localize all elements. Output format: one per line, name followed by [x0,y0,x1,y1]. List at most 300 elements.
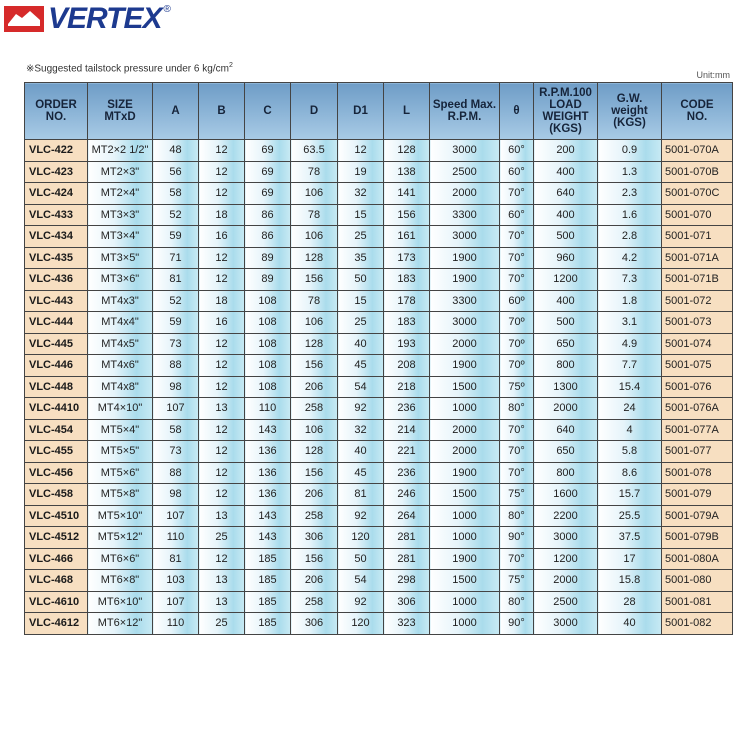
table-cell: 25 [199,613,245,635]
column-header: θ [500,83,534,140]
table-cell: 70º [500,333,534,355]
table-cell: 221 [384,441,430,463]
table-cell: 400 [534,161,598,183]
table-cell: 2000 [430,333,500,355]
table-cell: 143 [245,419,291,441]
table-cell: 80° [500,505,534,527]
column-header: D1 [338,83,384,140]
table-cell: 3000 [534,613,598,635]
table-cell: 136 [245,462,291,484]
table-cell: 2000 [534,570,598,592]
table-cell: 108 [245,333,291,355]
table-row [25,484,733,506]
order-no-cell: VLC-424 [25,183,88,205]
table-cell: 25.5 [598,505,662,527]
table-cell: 88 [153,355,199,377]
table-cell: 185 [245,613,291,635]
order-no-cell: VLC-443 [25,290,88,312]
table-cell: 60º [500,290,534,312]
table-cell: 640 [534,183,598,205]
table-cell: 1900 [430,269,500,291]
table-cell: 206 [291,570,338,592]
table-cell: 306 [291,527,338,549]
table-cell: 60° [500,204,534,226]
table-cell: 12 [199,441,245,463]
order-no-cell: VLC-448 [25,376,88,398]
table-row [25,140,733,162]
table-cell: 2000 [430,183,500,205]
table-cell: 35 [338,247,384,269]
table-cell: 185 [245,591,291,613]
table-row [25,333,733,355]
table-cell: MT4x6" [88,355,153,377]
table-cell: 12 [199,548,245,570]
table-cell: 108 [245,376,291,398]
column-header: R.P.M.100 LOAD WEIGHT (KGS) [534,83,598,140]
table-row [25,505,733,527]
unit-label: Unit:mm [696,70,730,80]
table-cell: 306 [291,613,338,635]
table-cell: 1.8 [598,290,662,312]
table-cell: 1000 [430,527,500,549]
table-cell: 92 [338,398,384,420]
table-cell: 15 [338,290,384,312]
table-cell: 183 [384,312,430,334]
table-cell: 45 [338,355,384,377]
table-cell: 2.8 [598,226,662,248]
table-cell: 48 [153,140,199,162]
table-cell: 107 [153,591,199,613]
order-no-cell: VLC-4512 [25,527,88,549]
brand-name: VERTEX [48,2,162,35]
table-cell: 52 [153,290,199,312]
table-cell: 88 [153,462,199,484]
order-no-cell: VLC-456 [25,462,88,484]
table-cell: 45 [338,462,384,484]
table-cell: 298 [384,570,430,592]
table-cell: 1200 [534,269,598,291]
code-no-cell: 5001-075 [662,355,733,377]
code-no-cell: 5001-070C [662,183,733,205]
table-cell: 1200 [534,548,598,570]
table-cell: 70° [500,183,534,205]
table-cell: 25 [199,527,245,549]
column-header: A [153,83,199,140]
table-cell: MT5×6" [88,462,153,484]
code-no-cell: 5001-070A [662,140,733,162]
table-row [25,269,733,291]
table-cell: 52 [153,204,199,226]
table-cell: 70° [500,226,534,248]
table-cell: 70° [500,548,534,570]
order-no-cell: VLC-468 [25,570,88,592]
table-cell: 650 [534,333,598,355]
table-cell: 120 [338,613,384,635]
table-cell: 12 [199,376,245,398]
order-no-cell: VLC-445 [25,333,88,355]
table-cell: 3000 [430,140,500,162]
table-row [25,183,733,205]
table-cell: 960 [534,247,598,269]
table-cell: 246 [384,484,430,506]
table-cell: 80° [500,591,534,613]
table-cell: 40 [338,441,384,463]
table-row [25,290,733,312]
table-cell: 200 [534,140,598,162]
table-cell: 1900 [430,548,500,570]
table-cell: 12 [199,462,245,484]
table-cell: 12 [199,161,245,183]
table-cell: 75° [500,484,534,506]
table-cell: 12 [199,419,245,441]
code-no-cell: 5001-070B [662,161,733,183]
table-cell: 183 [384,269,430,291]
table-cell: 19 [338,161,384,183]
order-no-cell: VLC-4510 [25,505,88,527]
table-body [25,140,733,635]
code-no-cell: 5001-079B [662,527,733,549]
table-cell: 98 [153,484,199,506]
table-cell: 32 [338,183,384,205]
table-cell: 81 [338,484,384,506]
table-cell: 12 [199,247,245,269]
code-no-cell: 5001-079 [662,484,733,506]
table-cell: 156 [291,269,338,291]
table-cell: 108 [245,355,291,377]
table-cell: 1300 [534,376,598,398]
table-cell: 70° [500,419,534,441]
table-cell: MT2×4" [88,183,153,205]
code-no-cell: 5001-071B [662,269,733,291]
table-cell: 128 [291,441,338,463]
table-cell: MT6×6" [88,548,153,570]
table-cell: 59 [153,226,199,248]
table-cell: 90° [500,613,534,635]
table-cell: 208 [384,355,430,377]
table-cell: 98 [153,376,199,398]
table-cell: 5.8 [598,441,662,463]
table-cell: 800 [534,355,598,377]
column-header: C [245,83,291,140]
table-cell: MT6×12" [88,613,153,635]
table-cell: 60° [500,161,534,183]
order-no-cell: VLC-435 [25,247,88,269]
code-no-cell: 5001-076 [662,376,733,398]
code-no-cell: 5001-080A [662,548,733,570]
table-cell: 89 [245,269,291,291]
table-cell: 25 [338,226,384,248]
table-cell: 258 [291,591,338,613]
table-cell: 156 [291,548,338,570]
order-no-cell: VLC-4610 [25,591,88,613]
table-cell: 50 [338,548,384,570]
table-cell: 73 [153,333,199,355]
order-no-cell: VLC-444 [25,312,88,334]
code-no-cell: 5001-077A [662,419,733,441]
table-cell: 13 [199,398,245,420]
table-cell: 92 [338,505,384,527]
table-cell: 25 [338,312,384,334]
table-cell: 70° [500,269,534,291]
table-cell: 108 [245,290,291,312]
table-cell: 1000 [430,398,500,420]
column-header: ORDER NO. [25,83,88,140]
order-no-cell: VLC-455 [25,441,88,463]
order-no-cell: VLC-4410 [25,398,88,420]
code-no-cell: 5001-078 [662,462,733,484]
table-cell: 106 [291,183,338,205]
order-no-cell: VLC-433 [25,204,88,226]
table-cell: MT3×3" [88,204,153,226]
code-no-cell: 5001-077 [662,441,733,463]
table-cell: 0.9 [598,140,662,162]
code-no-cell: 5001-072 [662,290,733,312]
table-cell: 143 [245,527,291,549]
table-row [25,570,733,592]
table-cell: 56 [153,161,199,183]
table-cell: 4.9 [598,333,662,355]
table-cell: 281 [384,548,430,570]
table-cell: 1500 [430,570,500,592]
order-no-cell: VLC-466 [25,548,88,570]
table-row [25,527,733,549]
table-cell: 2500 [534,591,598,613]
brand-logo [4,4,171,34]
table-cell: 214 [384,419,430,441]
table-cell: 323 [384,613,430,635]
table-cell: 75º [500,376,534,398]
table-cell: 78 [291,290,338,312]
table-row [25,548,733,570]
code-no-cell: 5001-073 [662,312,733,334]
table-cell: 500 [534,226,598,248]
table-cell: MT6×8" [88,570,153,592]
table-cell: 69 [245,183,291,205]
table-cell: 58 [153,419,199,441]
column-header: SIZE MTxD [88,83,153,140]
order-no-cell: VLC-434 [25,226,88,248]
table-cell: 3300 [430,290,500,312]
table-cell: 13 [199,505,245,527]
table-cell: 2500 [430,161,500,183]
table-cell: 78 [291,204,338,226]
table-row [25,247,733,269]
table-cell: 63.5 [291,140,338,162]
table-cell: 18 [199,204,245,226]
table-row [25,376,733,398]
table-cell: 15.7 [598,484,662,506]
table-row [25,419,733,441]
table-cell: 178 [384,290,430,312]
table-cell: 54 [338,376,384,398]
table-cell: 640 [534,419,598,441]
spec-table [24,82,733,635]
table-cell: MT5×8" [88,484,153,506]
table-cell: 1500 [430,484,500,506]
column-header: L [384,83,430,140]
table-row [25,226,733,248]
order-no-cell: VLC-446 [25,355,88,377]
table-row [25,312,733,334]
table-cell: 206 [291,376,338,398]
code-no-cell: 5001-079A [662,505,733,527]
table-cell: 185 [245,570,291,592]
table-cell: 17 [598,548,662,570]
table-cell: 103 [153,570,199,592]
table-cell: 13 [199,591,245,613]
table-cell: 70° [500,441,534,463]
brand-registered-mark: ® [163,3,171,15]
table-cell: 54 [338,570,384,592]
table-cell: 4 [598,419,662,441]
table-cell: 193 [384,333,430,355]
code-no-cell: 5001-080 [662,570,733,592]
table-cell: MT2×2 1/2" [88,140,153,162]
table-cell: 32 [338,419,384,441]
table-cell: 258 [291,505,338,527]
table-cell: 78 [291,161,338,183]
table-cell: 15 [338,204,384,226]
table-header-row [25,83,733,140]
table-cell: 236 [384,462,430,484]
order-no-cell: VLC-4612 [25,613,88,635]
table-cell: 12 [199,269,245,291]
table-cell: 173 [384,247,430,269]
table-cell: MT5×5" [88,441,153,463]
table-cell: 1.6 [598,204,662,226]
table-row [25,591,733,613]
table-cell: 7.3 [598,269,662,291]
table-cell: 141 [384,183,430,205]
table-cell: 156 [384,204,430,226]
table-cell: 92 [338,591,384,613]
tailstock-pressure-note: ※Suggested tailstock pressure under 6 $kg/cm^2$ [26,62,233,75]
table-cell: 136 [245,441,291,463]
column-header: D [291,83,338,140]
table-cell: 206 [291,484,338,506]
table-cell: 70º [500,312,534,334]
table-cell: 81 [153,269,199,291]
table-cell: 13 [199,570,245,592]
table-cell: 400 [534,204,598,226]
table-cell: 120 [338,527,384,549]
table-cell: 128 [384,140,430,162]
table-row [25,355,733,377]
table-cell: 8.6 [598,462,662,484]
table-cell: 59 [153,312,199,334]
table-cell: 138 [384,161,430,183]
table-cell: 50 [338,269,384,291]
table-cell: 106 [291,226,338,248]
column-header: Speed Max. R.P.M. [430,83,500,140]
table-cell: 15.8 [598,570,662,592]
table-cell: 128 [291,333,338,355]
table-cell: 69 [245,161,291,183]
table-cell: 400 [534,290,598,312]
code-no-cell: 5001-071 [662,226,733,248]
table-cell: 258 [291,398,338,420]
table-cell: 1900 [430,355,500,377]
table-cell: 12 [199,183,245,205]
table-cell: 18 [199,290,245,312]
table-cell: 1000 [430,613,500,635]
table-cell: 1500 [430,376,500,398]
table-cell: 281 [384,527,430,549]
table-cell: 2000 [534,398,598,420]
table-cell: 156 [291,462,338,484]
table-cell: 218 [384,376,430,398]
table-cell: 306 [384,591,430,613]
code-no-cell: 5001-081 [662,591,733,613]
table-cell: 1000 [430,591,500,613]
column-header: B [199,83,245,140]
table-row [25,441,733,463]
column-header: CODE NO. [662,83,733,140]
table-cell: 7.7 [598,355,662,377]
table-cell: 2000 [430,441,500,463]
table-cell: 800 [534,462,598,484]
table-cell: 70º [500,355,534,377]
table-cell: 15.4 [598,376,662,398]
table-cell: MT3×4" [88,226,153,248]
table-cell: 70° [500,247,534,269]
table-cell: 12 [199,140,245,162]
table-cell: 37.5 [598,527,662,549]
table-cell: MT3×5" [88,247,153,269]
table-cell: 1600 [534,484,598,506]
table-cell: 40 [338,333,384,355]
table-cell: 71 [153,247,199,269]
table-cell: 69 [245,140,291,162]
table-cell: 90° [500,527,534,549]
table-row [25,161,733,183]
table-cell: 143 [245,505,291,527]
table-cell: 40 [598,613,662,635]
code-no-cell: 5001-074 [662,333,733,355]
table-cell: MT4x5" [88,333,153,355]
table-cell: 12 [199,333,245,355]
column-header: G.W. weight (KGS) [598,83,662,140]
table-cell: 650 [534,441,598,463]
table-cell: 28 [598,591,662,613]
table-cell: 185 [245,548,291,570]
order-no-cell: VLC-458 [25,484,88,506]
table-cell: 86 [245,204,291,226]
table-cell: 107 [153,505,199,527]
table-cell: MT4x3" [88,290,153,312]
table-cell: 3000 [430,312,500,334]
table-cell: 16 [199,312,245,334]
table-cell: 3300 [430,204,500,226]
table-cell: 70° [500,462,534,484]
table-cell: MT4×10" [88,398,153,420]
table-cell: 107 [153,398,199,420]
table-row [25,462,733,484]
table-cell: 16 [199,226,245,248]
table-cell: 156 [291,355,338,377]
table-cell: 2000 [430,419,500,441]
table-cell: MT5×4" [88,419,153,441]
table-cell: 161 [384,226,430,248]
table-cell: 3.1 [598,312,662,334]
table-cell: 86 [245,226,291,248]
table-cell: 89 [245,247,291,269]
table-cell: 110 [245,398,291,420]
table-cell: 12 [199,355,245,377]
table-cell: MT6×10" [88,591,153,613]
table-cell: 81 [153,548,199,570]
table-cell: 1900 [430,247,500,269]
